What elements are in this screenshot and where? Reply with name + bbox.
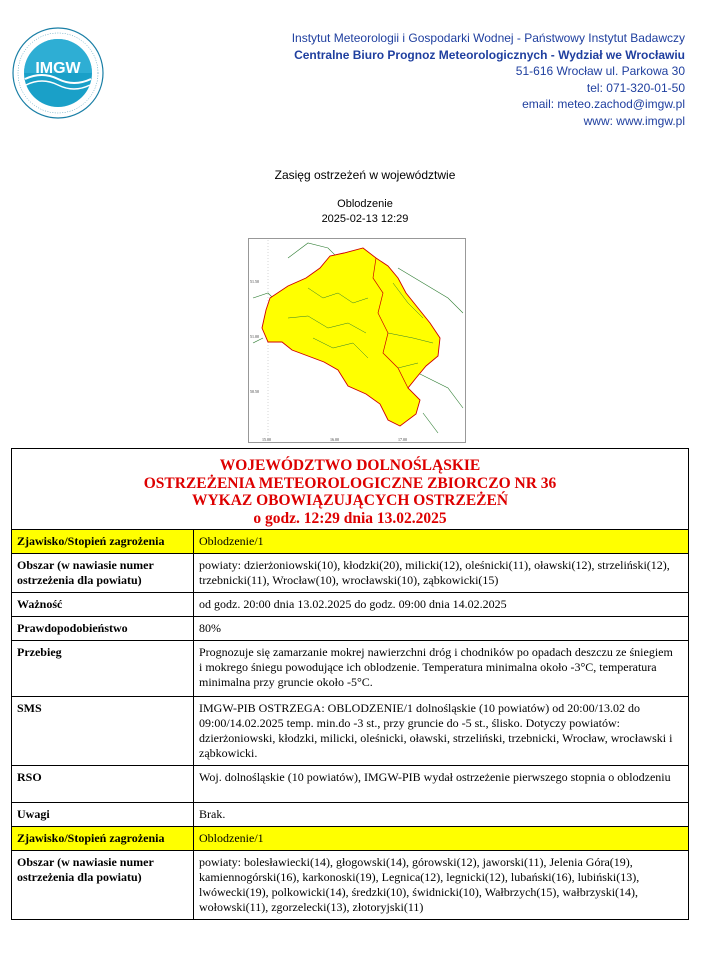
x-tick: 16.00 [330,437,339,442]
row-label: Obszar (w nawiasie numer ostrzeżenia dla powiatu) [12,554,194,592]
warnings-banner [12,449,688,530]
row-value: Woj. dolnośląskie (10 powiatów), IMGW-PIB wydał ostrzeżenie pierwszego stopnia o oblodzeniu [199,770,671,784]
row-label: Prawdopodobieństwo [12,617,194,640]
warnings-table [11,448,689,920]
row-label: Uwagi [12,803,194,826]
y-tick: 51.00 [250,334,259,339]
warning-map [248,238,466,443]
banner-time: o godz. 12:29 dnia 13.02.2025 [253,509,447,527]
row-value: Oblodzenie/1 [199,534,264,548]
row-value: Oblodzenie/1 [199,831,264,845]
row-label: SMS [12,697,194,765]
table-row [12,554,688,593]
institute-header [292,30,685,129]
row-value: Prognozuje się zamarzanie mokrej nawierzchni dróg i chodników po opadach deszczu ze śniegiem i mokrego śniegu powodujące ich oblodzenie. Temperatura minimalna około -3°C, temperatura minimalna przy gruncie około -5°C. [199,645,673,689]
table-row [12,530,688,554]
table-row [12,593,688,617]
x-tick: 17.00 [398,437,407,442]
logo-text: IMGW [35,60,81,77]
row-label: Przebieg [12,641,194,696]
map-title: Zasięg ostrzeżeń w województwie [274,168,456,182]
map-date: 2025-02-13 12:29 [321,213,409,225]
institute-name: Instytut Meteorologii i Gospodarki Wodnej - Państwowy Instytut Badawczy [291,31,685,45]
imgw-logo [12,27,104,119]
row-value: 80% [199,621,221,635]
row-label: RSO [12,766,194,802]
website[interactable]: www: www.imgw.pl [583,113,685,128]
row-label: Obszar (w nawiasie numer ostrzeżenia dla powiatu) [12,851,194,919]
table-row [12,827,688,851]
table-row [12,766,688,803]
row-value: IMGW-PIB OSTRZEGA: OBLODZENIE/1 dolnośląskie (10 powiatów) od 20:00/13.02 do 09:00/14.02.2025 temp. min.do -3 st., przy gruncie do -5 st., ślisko. Dotyczy powiatów: dzierżoniowski, kłodzki, milicki, oleśnicki, oławski, strzeliński, trzebnicki, Wrocław, wrocławski i ząbkowicki. [199,701,673,760]
banner-subtitle: WYKAZ OBOWIĄZUJĄCYCH OSTRZEŻEŃ [191,492,509,509]
table-row [12,697,688,766]
row-label: Zjawisko/Stopień zagrożenia [12,530,194,553]
row-value: powiaty: dzierżoniowski(10), kłodzki(20), milicki(12), oleśnicki(11), oławski(12), strzeliński(12), trzebnicki(11), Wrocław(10), wrocławski(10), ząbkowicki(15) [199,558,670,587]
address: 51-616 Wrocław ul. Parkowa 30 [515,64,685,78]
table-row [12,851,688,919]
y-tick: 51.50 [250,279,259,284]
banner-title: OSTRZEŻENIA METEOROLOGICZNE ZBIORCZO NR 36 [143,474,557,492]
row-label: Zjawisko/Stopień zagrożenia [12,827,194,850]
row-value: powiaty: bolesławiecki(14), głogowski(14), górowski(12), jaworski(11), Jelenia Góra(19), kamiennogórski(16), karkonoski(19), Legnica(12), legnicki(12), lubański(16), lubiński(13), lwówecki(19), polkowicki(14), średzki(10), świdnicki(10), Wałbrzych(15), wałbrzyski(14), wołowski(11), zgorzelecki(13), złotoryjski(11) [199,855,640,914]
row-label: Ważność [12,593,194,616]
row-value: od godz. 20:00 dnia 13.02.2025 do godz. 09:00 dnia 14.02.2025 [199,597,507,611]
banner-region: WOJEWÓDZTWO DOLNOŚLĄSKIE [219,457,481,474]
table-row [12,803,688,827]
office-name: Centralne Biuro Prognoz Meteorologicznych - Wydział we Wrocławiu [294,47,685,62]
row-value: Brak. [199,807,226,821]
map-subtitle: Oblodzenie [337,198,393,210]
x-tick: 15.00 [262,437,271,442]
table-row [12,641,688,697]
y-tick: 50.50 [250,389,259,394]
table-row [12,617,688,641]
email[interactable]: email: meteo.zachod@imgw.pl [522,97,685,111]
phone: tel: 071-320-01-50 [586,80,685,95]
